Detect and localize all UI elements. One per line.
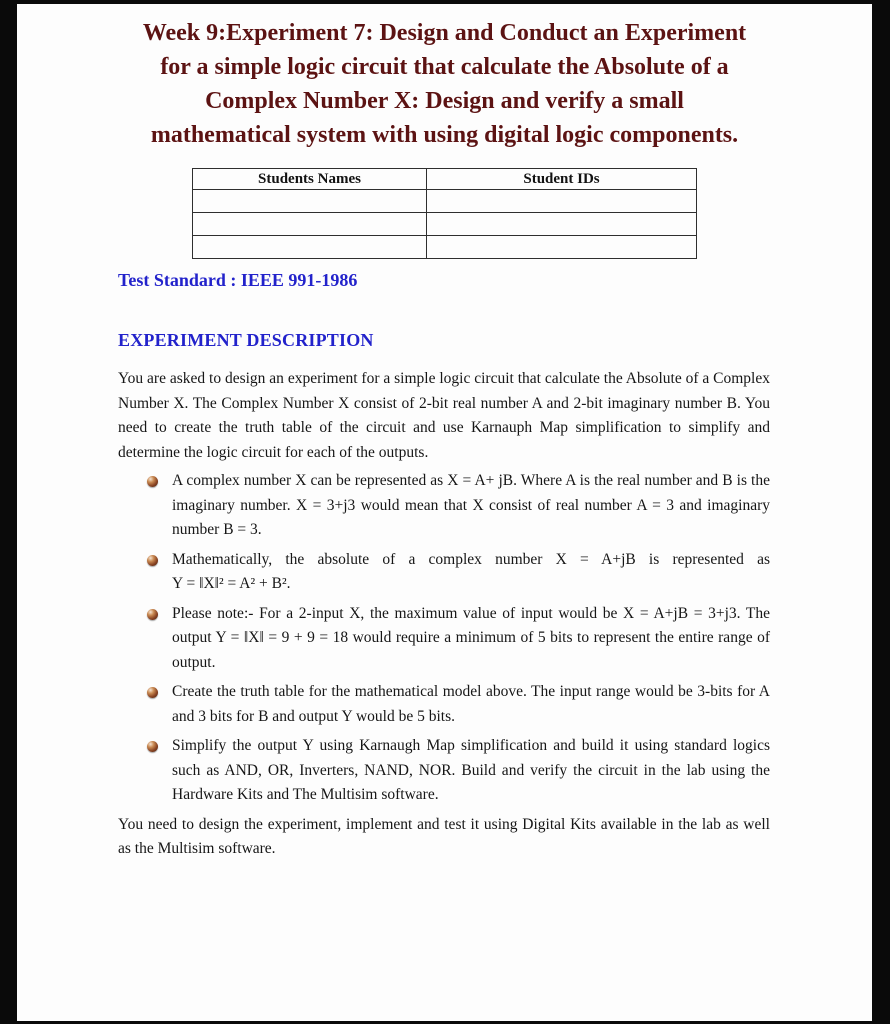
students-table [192, 168, 697, 259]
table-row [193, 190, 697, 213]
list-item-text: Please note:- For a 2-input X, the maximum value of input would be X = A+jB = 3+j3. The output Y = ‖X‖ = 9 + 9 = 18 would require a minimum of 5 bits to represent the entire range of output. [172, 604, 770, 671]
document-page [17, 4, 872, 1021]
sphere-bullet-icon [147, 741, 158, 752]
table-cell-empty [193, 213, 427, 236]
sphere-bullet-icon [147, 609, 158, 620]
document-title [17, 16, 872, 152]
absolute-value-formula: Y = ‖X‖² = A² + B². [172, 575, 291, 592]
sphere-bullet-icon [147, 555, 158, 566]
student-ids-header: Student IDs [427, 169, 697, 190]
closing-paragraph: You need to design the experiment, implement and test it using Digital Kits available in the lab as well as the Multisim software. [118, 815, 770, 857]
intro-paragraph: You are asked to design an experiment for a simple logic circuit that calculate the Absolute of a Complex Number X. The Complex Number X consist of 2-bit real number A and 2-bit imaginary number B. You need to create the truth table of the circuit and use Karnauph Map simplification to simplify and determine the logic circuit for each of the outputs. [118, 370, 770, 461]
list-item-text: Mathematically, the absolute of a complex number X = A+jB is represented as [172, 550, 770, 568]
list-item-text: Simplify the output Y using Karnaugh Map simplification and build it using standard logics such as AND, OR, Inverters, NAND, NOR. Build and verify the circuit in the lab using the Hardware Kits and The Multisim software. [172, 737, 770, 803]
document-title-line: Week 9:Experiment 7: Design and Conduct an Experiment [142, 20, 747, 46]
list-item [118, 734, 770, 808]
sphere-bullet-icon [147, 687, 158, 698]
list-item [118, 602, 770, 676]
table-cell-empty [427, 190, 697, 213]
test-standard-heading: Test Standard : IEEE 991-1986 [118, 270, 358, 290]
document-title-line: for a simple logic circuit that calculate the Absolute of a [160, 54, 729, 80]
table-cell-empty [427, 213, 697, 236]
table-header-row [193, 169, 697, 190]
list-item-text: A complex number X can be represented as X = A+ jB. Where A is the real number and B is the imaginary number. X = 3+j3 would mean that X consist of real number A = 3 and imaginary number B = 3. [172, 472, 770, 538]
students-names-header: Students Names [193, 169, 427, 190]
list-item [118, 548, 770, 597]
table-row [193, 213, 697, 236]
table-cell-empty [193, 190, 427, 213]
list-item [118, 680, 770, 729]
list-item-text: Create the truth table for the mathematical model above. The input range would be 3-bits for A and 3 bits for B and output Y would be 5 bits. [172, 683, 770, 725]
experiment-description-heading: EXPERIMENT DESCRIPTION [118, 330, 374, 350]
experiment-notes-list [118, 469, 770, 808]
sphere-bullet-icon [147, 476, 158, 487]
table-row [193, 236, 697, 259]
document-title-line: Complex Number X: Design and verify a small [205, 88, 684, 114]
list-item [118, 469, 770, 543]
table-cell-empty [427, 236, 697, 259]
table-cell-empty [193, 236, 427, 259]
document-title-line: mathematical system with using digital logic components. [150, 122, 739, 148]
